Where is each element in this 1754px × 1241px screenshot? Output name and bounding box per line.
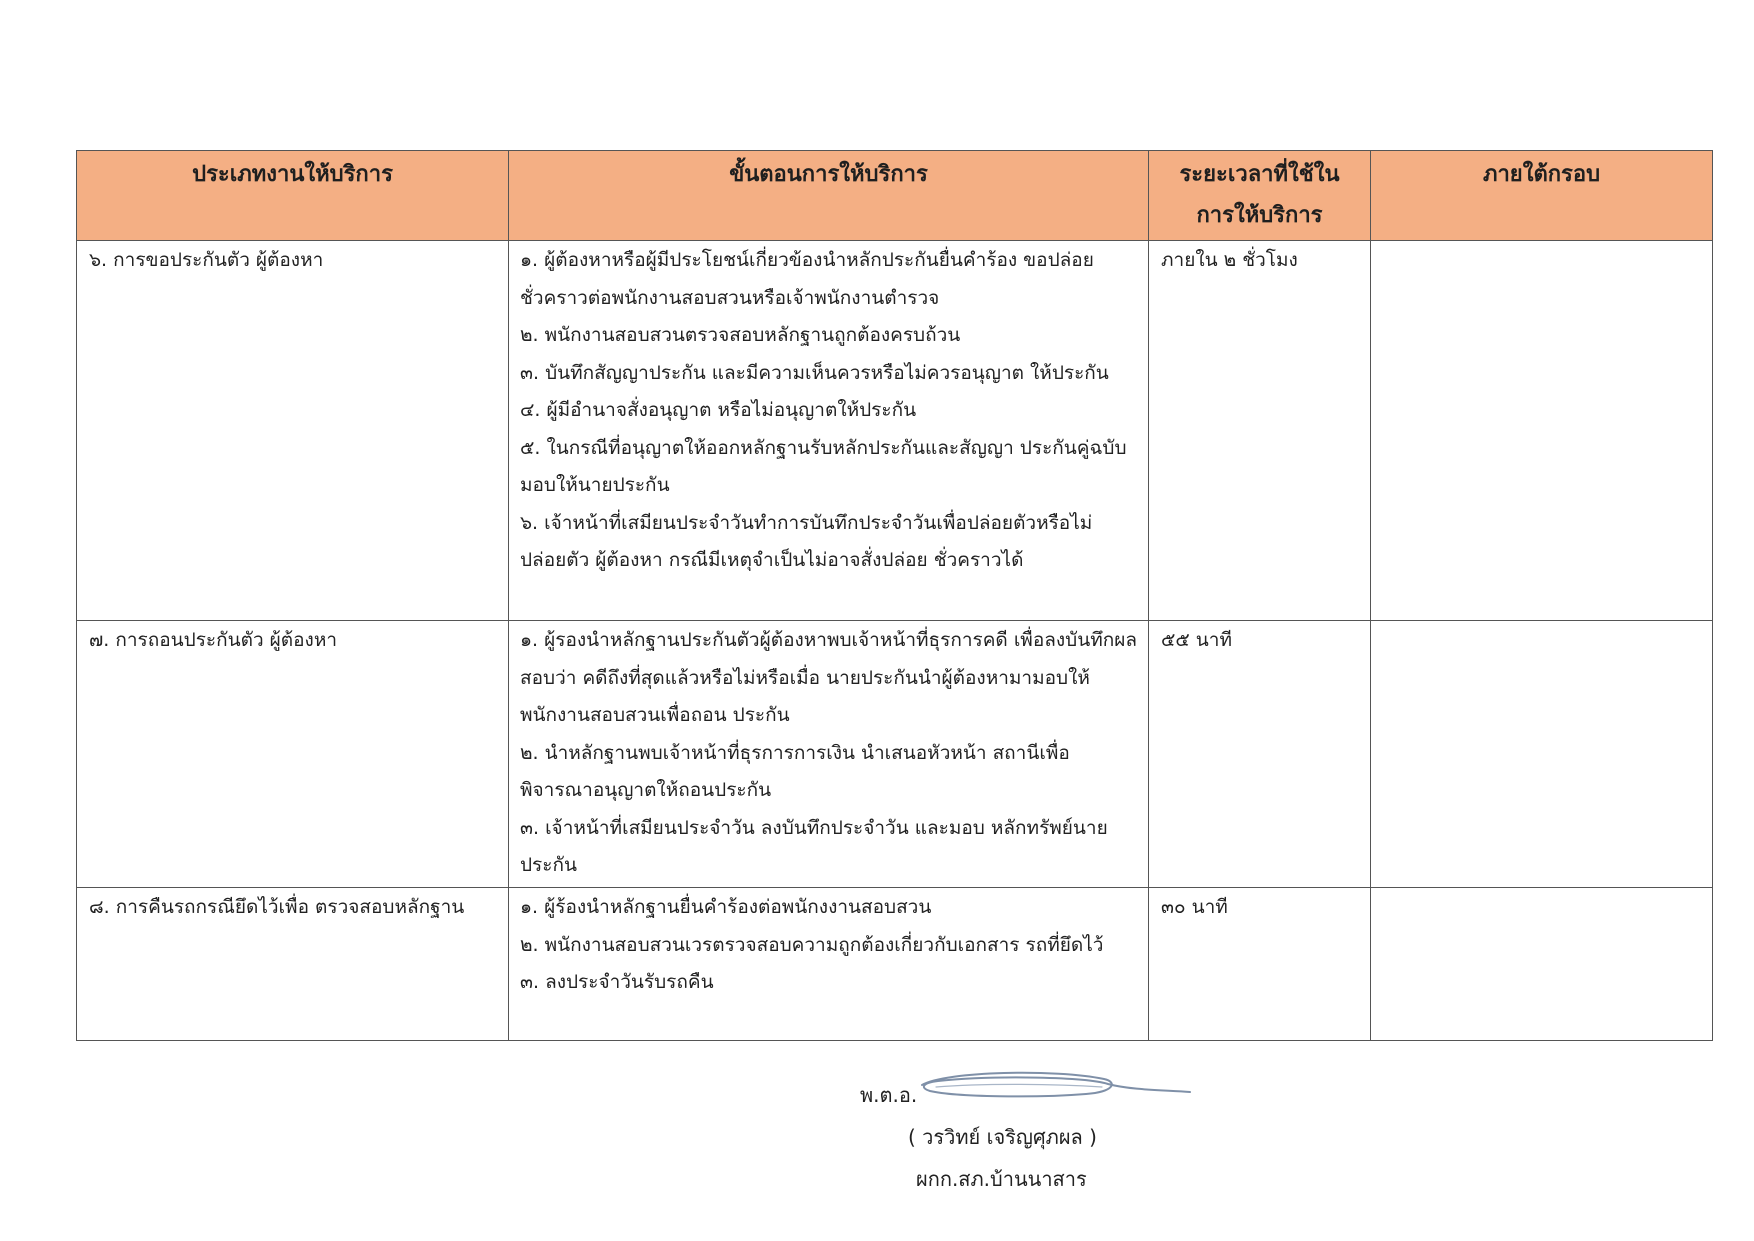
- framework-cell: [1371, 621, 1713, 888]
- service-type-cell: ๖. การขอประกันตัว ผู้ต้องหา: [77, 241, 509, 621]
- table-body: [77, 241, 1713, 1041]
- framework-cell: [1371, 888, 1713, 1041]
- procedure-step: ๑. ผู้ต้องหาหรือผู้มีประโยชน์เกี่ยวข้องนำหลักประกันยื่นคำร้อง ขอปล่อยชั่วคราวต่อพนักงานสอบสวนหรือเจ้าพนักงานตำรวจ: [520, 249, 1094, 309]
- procedure-step: ๖. เจ้าหน้าที่เสมียนประจำวันทำการบันทึกประจำวันเพื่อปล่อยตัวหรือไม่ปล่อยตัว ผู้ต้องหา กรณีมีเหตุจำเป็นไม่อาจสั่งปล่อย ชั่วคราวได้: [520, 511, 1093, 571]
- duration-cell: ๕๕ นาที: [1149, 621, 1371, 888]
- procedure-step: ๑. ผู้ร้องนำหลักฐานยื่นคำร้องต่อพนักงงานสอบสวน: [520, 896, 932, 918]
- procedure-step: ๔. ผู้มีอำนาจสั่งอนุญาต หรือไม่อนุญาตให้ประกัน: [520, 399, 917, 421]
- procedure-step: ๒. พนักงานสอบสวนตรวจสอบหลักฐานถูกต้องครบถ้วน: [520, 324, 961, 346]
- procedure-step: ๕. ในกรณีที่อนุญาตให้ออกหลักฐานรับหลักประกันและสัญญา ประกันคู่ฉบับ มอบให้นายประกัน: [520, 436, 1127, 496]
- header-service-type: ประเภทงานให้บริการ: [77, 151, 509, 241]
- header-duration-line2: การให้บริการ: [1196, 203, 1323, 228]
- header-duration: [1149, 151, 1371, 241]
- signature-block: [780, 1073, 1220, 1203]
- service-type-cell: ๘. การคืนรถกรณียึดไว้เพื่อ ตรวจสอบหลักฐาน: [77, 888, 509, 1041]
- procedure-step: ๑. ผู้รองนำหลักฐานประกันตัวผู้ต้องหาพบเจ้าหน้าที่ธุรการคดี เพื่อลงบันทึกผลสอบว่า คดีถึงที่สุดแล้วหรือไม่หรือเมื่อ นายประกันนำผู้ต้องหามามอบให้พนักงานสอบสวนเพื่อถอน ประกัน: [520, 629, 1138, 726]
- header-row: [77, 151, 1713, 241]
- procedure-step: ๓. เจ้าหน้าที่เสมียนประจำวัน ลงบันทึกประจำวัน และมอบ หลักทรัพย์นายประกัน: [520, 816, 1108, 876]
- signature-name: ( วรวิทย์ เจริญศุภผล ): [908, 1125, 1097, 1149]
- header-procedure: ขั้นตอนการให้บริการ: [509, 151, 1149, 241]
- signature-line: [860, 1079, 917, 1111]
- procedure-step: ๓. ลงประจำวันรับรถคืน: [520, 971, 714, 993]
- procedure-step: ๒. พนักงานสอบสวนเวรตรวจสอบความถูกต้องเกี่ยวกับเอกสาร รถที่ยึดไว้: [520, 933, 1104, 956]
- table-row: [77, 241, 1713, 621]
- header-duration-line1: ระยะเวลาที่ใช้ใน: [1179, 162, 1340, 187]
- service-type-cell: ๗. การถอนประกันตัว ผู้ต้องหา: [77, 621, 509, 888]
- table-row: [77, 888, 1713, 1041]
- signature-rank: พ.ต.อ.: [860, 1083, 918, 1107]
- signature-position: ผกก.สภ.บ้านนาสาร: [916, 1167, 1087, 1191]
- handwritten-signature: [916, 1063, 1192, 1103]
- table-header: [77, 151, 1713, 241]
- procedure-step: ๓. บันทึกสัญญาประกัน และมีความเห็นควรหรือไม่ควรอนุญาต ให้ประกัน: [520, 361, 1109, 384]
- procedure-cell: [509, 241, 1149, 621]
- header-framework: ภายใต้กรอบ: [1371, 151, 1713, 241]
- table-row: [77, 621, 1713, 888]
- framework-cell: [1371, 241, 1713, 621]
- procedure-cell: [509, 621, 1149, 888]
- duration-cell: ๓๐ นาที: [1149, 888, 1371, 1041]
- procedure-cell: [509, 888, 1149, 1041]
- duration-cell: ภายใน ๒ ชั่วโมง: [1149, 241, 1371, 621]
- service-table: [76, 150, 1713, 1041]
- procedure-step: ๒. นำหลักฐานพบเจ้าหน้าที่ธุรการการเงิน นำเสนอหัวหน้า สถานีเพื่อพิจารณาอนุญาตให้ถอนประกัน: [520, 741, 1070, 801]
